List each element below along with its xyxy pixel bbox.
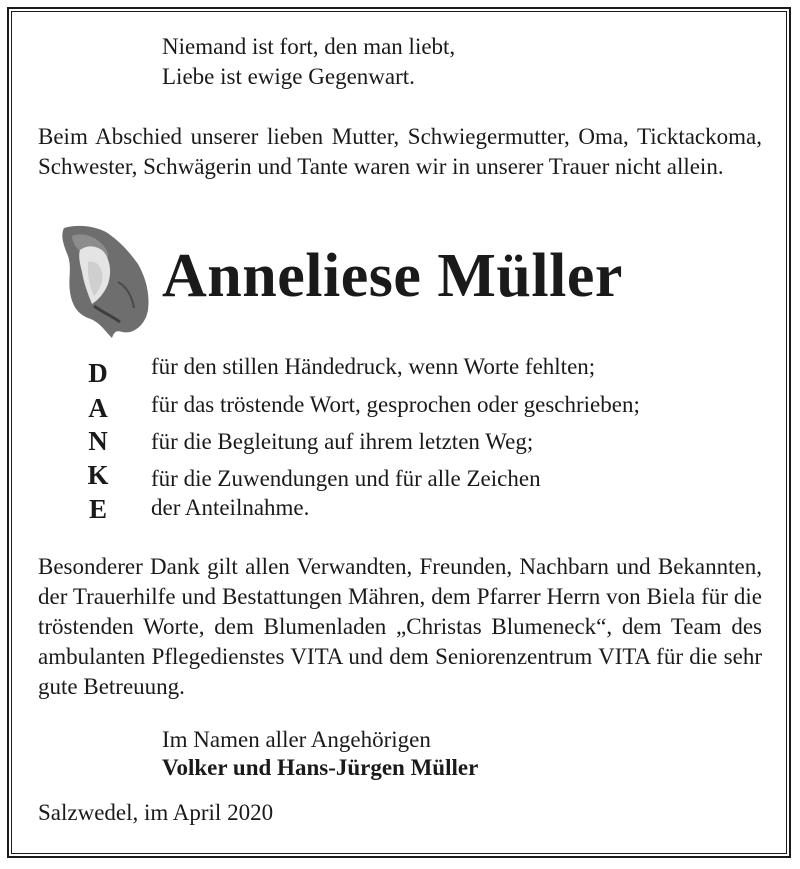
danke-line-3: für die Begleitung auf ihrem letzten Weg; <box>151 429 534 454</box>
danke-letter-n: N <box>88 426 108 456</box>
calla-lily-icon <box>58 222 150 340</box>
danke-letter-k: K <box>87 460 109 490</box>
poem-line-1: Niemand ist fort, den man liebt, <box>162 34 456 59</box>
signature-names: Volker und Hans-Jürgen Müller <box>162 755 479 780</box>
danke-letter-e: E <box>88 494 107 524</box>
danke-letter-a: A <box>88 393 108 423</box>
poem-line-2: Liebe ist ewige Gegenwart. <box>162 64 415 89</box>
signature-intro: Im Namen aller Angehörigen <box>162 727 431 752</box>
danke-line-4: für die Zuwendungen und für alle Zeichen <box>151 466 541 491</box>
danke-line-5: der Anteilnahme. <box>151 495 310 520</box>
danke-letter-d: D <box>88 358 108 388</box>
thanks-text: Besonderer Dank gilt allen Verwandten, Freunden, Nachbarn und Bekannten, der Trauerhilfe und Bestattungen Mähren, dem Pfarrer Herrn von Biela für die tröstenden Worte, dem Blumenladen „Christas Blumeneck“, dem Team des ambulanten Pflegedienstes VITA und dem Seniorenzentrum VITA für die sehr gute Betreuung. <box>38 554 762 699</box>
intro-text: Beim Abschied unserer lieben Mutter, Schwiegermutter, Oma, Ticktackoma, Schwester, Schwägerin und Tante waren wir in unserer Trauer nicht allein. <box>38 124 762 179</box>
danke-line-1: für den stillen Händedruck, wenn Worte fehlten; <box>151 354 596 379</box>
place-date: Salzwedel, im April 2020 <box>38 800 274 825</box>
danke-line-2: für das tröstende Wort, gesprochen oder geschrieben; <box>151 392 640 417</box>
deceased-name: Anneliese Müller <box>162 242 623 310</box>
